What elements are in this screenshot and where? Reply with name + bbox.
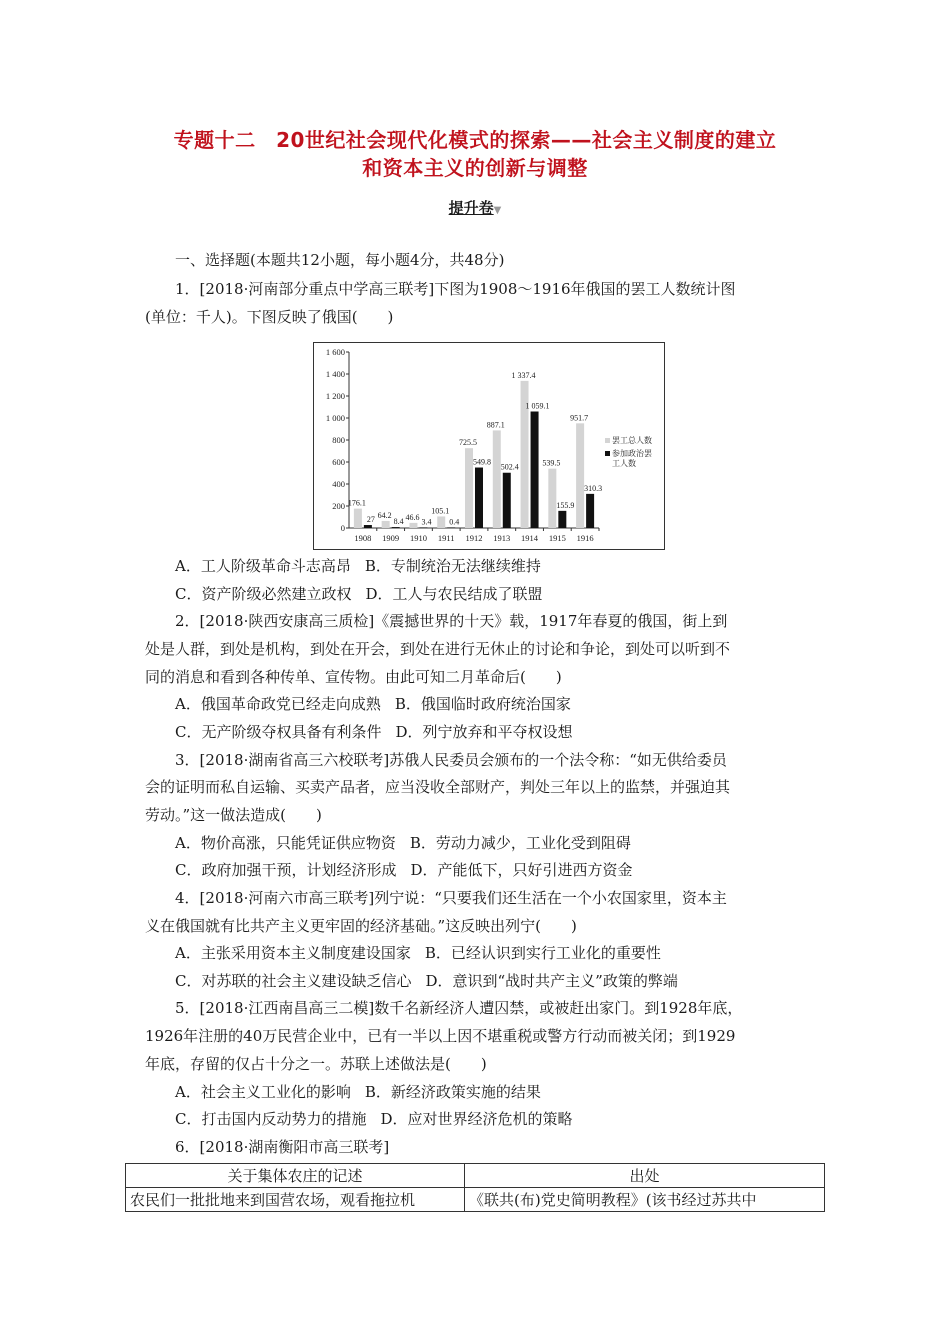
x-tick-label: 1909 <box>382 533 400 543</box>
y-tick-label: 200 <box>332 501 345 511</box>
q2-option-c[interactable]: C．无产阶级夺权具备有利条件 <box>175 723 382 741</box>
q5-option-d[interactable]: D．应对世界经济危机的策略 <box>380 1110 573 1128</box>
data-label: 887.1 <box>486 420 505 430</box>
q5-stem-1: 5．[2018·江西南昌高三二模]数千名新经济人遭囚禁，或被赶出家门。到1928年底， <box>175 999 743 1017</box>
q2-options-row2 <box>175 722 845 742</box>
q2-option-b[interactable]: B．俄国临时政府统治国家 <box>394 695 571 713</box>
triangle-icon: ▼ <box>493 205 502 216</box>
q1-options-row1 <box>175 556 845 576</box>
data-label: 1 059.1 <box>525 401 550 411</box>
q6-stem: 6．[2018·湖南衡阳市高三联考] <box>175 1138 390 1156</box>
y-tick-label: 800 <box>332 435 345 445</box>
x-tick-label: 1912 <box>465 533 483 543</box>
bar-total-strikers <box>465 448 473 528</box>
bar-total-strikers <box>409 523 417 528</box>
q3-option-c[interactable]: C．政府加强干预，计划经济形成 <box>175 861 397 879</box>
data-label: 502.4 <box>500 462 519 472</box>
bar-political-strikers <box>475 468 483 528</box>
q1-options-row2 <box>175 584 845 604</box>
legend-label-political-2: 工人数 <box>612 459 636 468</box>
y-tick-label: 600 <box>332 457 345 467</box>
bar-total-strikers <box>437 516 445 528</box>
q5-options-row2 <box>175 1109 845 1129</box>
x-tick-label: 1915 <box>548 533 566 543</box>
data-label: 310.3 <box>584 483 603 493</box>
q4-option-c[interactable]: C．对苏联的社会主义建设缺乏信心 <box>175 972 412 990</box>
x-tick-label: 1910 <box>409 533 427 543</box>
q4-stem-1: 4．[2018·河南六市高三联考]列宁说：“只要我们还生活在一个小农国家里，资本主 <box>175 889 727 907</box>
q4-option-d[interactable]: D．意识到“战时共产主义”政策的弊端 <box>425 972 678 990</box>
q4-option-a[interactable]: A．主张采用资本主义制度建设国家 <box>175 944 411 962</box>
q4-option-b[interactable]: B．已经认识到实行工业化的重要性 <box>424 944 661 962</box>
data-label: 951.7 <box>570 413 589 423</box>
q4-options-row1 <box>175 943 845 963</box>
y-tick-label: 400 <box>332 479 345 489</box>
legend-label-political: 参加政治罢 <box>612 449 652 458</box>
table-header-record: 关于集体农庄的记述 <box>126 1164 465 1188</box>
q4-stem-2: 义在俄国就有比共产主义更牢固的经济基础。”这反映出列宁( ) <box>145 917 577 935</box>
data-label: 725.5 <box>459 438 477 448</box>
q5-option-a[interactable]: A．社会主义工业化的影响 <box>175 1083 351 1101</box>
page-title: 专题十二 20世纪社会现代化模式的探索——社会主义制度的建立 <box>173 128 777 152</box>
q2-stem-1: 2．[2018·陕西安康高三质检]《震撼世界的十天》载，1917年春夏的俄国，街上到 <box>175 612 728 630</box>
table-cell-source: 《联共(布)党史简明教程》(该书经过苏共中 <box>465 1188 825 1212</box>
data-label: 105.1 <box>431 506 450 516</box>
q5-options-row1 <box>175 1082 845 1102</box>
bar-political-strikers <box>503 473 511 528</box>
y-tick-label: 1 000 <box>325 413 345 423</box>
q3-option-a[interactable]: A．物价高涨，只能凭证供应物资 <box>175 834 396 852</box>
q5-option-b[interactable]: B．新经济政策实施的结果 <box>364 1083 541 1101</box>
x-tick-label: 1911 <box>437 533 455 543</box>
section-heading: 一、选择题(本题共12小题，每小题4分，共48分) <box>175 251 505 269</box>
q3-option-d[interactable]: D．产能低下，只好引进西方资金 <box>410 861 633 879</box>
strike-chart <box>313 342 665 550</box>
bar-political-strikers <box>419 527 427 528</box>
q3-stem-1: 3．[2018·湖南省高三六校联考]苏俄人民委员会颁布的一个法令称：“如无供给委员 <box>175 751 727 769</box>
page-title-line2: 和资本主义的创新与调整 <box>362 156 588 180</box>
bar-total-strikers <box>382 521 390 528</box>
q1-stem-2: (单位：千人)。下图反映了俄国( ) <box>145 308 394 326</box>
legend-swatch-total <box>605 438 610 443</box>
q3-stem-3: 劳动。”这一做法造成( ) <box>145 806 322 824</box>
bar-political-strikers <box>586 494 594 528</box>
legend-swatch-political <box>605 451 610 456</box>
paper-subtitle <box>0 197 950 218</box>
q2-option-a[interactable]: A．俄国革命政党已经走向成熟 <box>175 695 381 713</box>
y-tick-label: 1 400 <box>325 369 345 379</box>
y-tick-label: 0 <box>340 523 345 533</box>
bar-political-strikers <box>392 527 400 528</box>
legend-label-total: 罢工总人数 <box>612 436 652 445</box>
bar-political-strikers <box>558 511 566 528</box>
data-label: 46.6 <box>405 512 420 522</box>
x-tick-label: 1914 <box>521 533 539 543</box>
q4-options-row2 <box>175 971 845 991</box>
data-label: 64.2 <box>377 510 392 520</box>
x-tick-label: 1908 <box>354 533 372 543</box>
bar-total-strikers <box>576 423 584 528</box>
q2-stem-2: 处是人群，到处是机构，到处在开会，到处在进行无休止的讨论和争论，到处可以听到不 <box>145 640 731 658</box>
q3-option-b[interactable]: B．劳动力减少，工业化受到阻碍 <box>409 834 631 852</box>
data-label: 539.5 <box>542 458 561 468</box>
q2-option-d[interactable]: D．列宁放弃和平夺权设想 <box>395 723 573 741</box>
q1-option-c[interactable]: C．资产阶级必然建立政权 <box>175 585 352 603</box>
q5-stem-3: 年底，存留的仅占十分之一。苏联上述做法是( ) <box>145 1055 487 1073</box>
table-header-source: 出处 <box>465 1164 825 1188</box>
table-row <box>126 1188 825 1212</box>
q1-option-a[interactable]: A．工人阶级革命斗志高昂 <box>175 557 351 575</box>
data-label: 8.4 <box>393 517 404 527</box>
q1-stem-1: 1．[2018·河南部分重点中学高三联考]下图为1908～1916年俄国的罢工人数统计图 <box>175 280 736 298</box>
bar-political-strikers <box>531 411 539 528</box>
bar-total-strikers <box>493 430 501 528</box>
bar-total-strikers <box>548 469 556 528</box>
bar-political-strikers <box>364 525 372 528</box>
table-header-row <box>126 1164 825 1188</box>
data-label: 155.9 <box>556 500 575 510</box>
data-label: 1 337.4 <box>511 370 536 380</box>
data-label: 3.4 <box>421 517 432 527</box>
q2-stem-3: 同的消息和看到各种传单、宣传物。由此可知二月革命后( ) <box>145 668 562 686</box>
x-tick-label: 1916 <box>576 533 594 543</box>
x-tick-label: 1913 <box>493 533 511 543</box>
data-label: 176.1 <box>347 498 366 508</box>
q5-stem-2: 1926年注册的40万民营企业中，已有一半以上因不堪重税或警方行动而被关闭；到1929 <box>145 1027 736 1045</box>
q1-option-d[interactable]: D．工人与农民结成了联盟 <box>365 585 543 603</box>
q3-options-row2 <box>175 860 845 880</box>
data-label: 0.4 <box>449 517 460 527</box>
q3-options-row1 <box>175 833 845 853</box>
data-label: 27 <box>366 515 375 525</box>
q6-table <box>125 1163 825 1212</box>
y-tick-label: 1 200 <box>325 391 345 401</box>
bar-political-strikers <box>447 527 455 528</box>
table-cell-record: 农民们一批批地来到国营农场，观看拖拉机 <box>126 1188 465 1212</box>
q3-stem-2: 会的证明而私自运输、买卖产品者，应当没收全部财产，判处三年以上的监禁，并强迫其 <box>145 778 731 796</box>
q1-option-b[interactable]: B．专制统治无法继续维持 <box>364 557 541 575</box>
q2-options-row1 <box>175 694 845 714</box>
q5-option-c[interactable]: C．打击国内反动势力的措施 <box>175 1110 367 1128</box>
bar-total-strikers <box>354 509 362 528</box>
y-tick-label: 1 600 <box>325 347 345 357</box>
data-label: 549.8 <box>473 457 491 467</box>
subtitle-text: 提升卷 <box>448 199 494 217</box>
